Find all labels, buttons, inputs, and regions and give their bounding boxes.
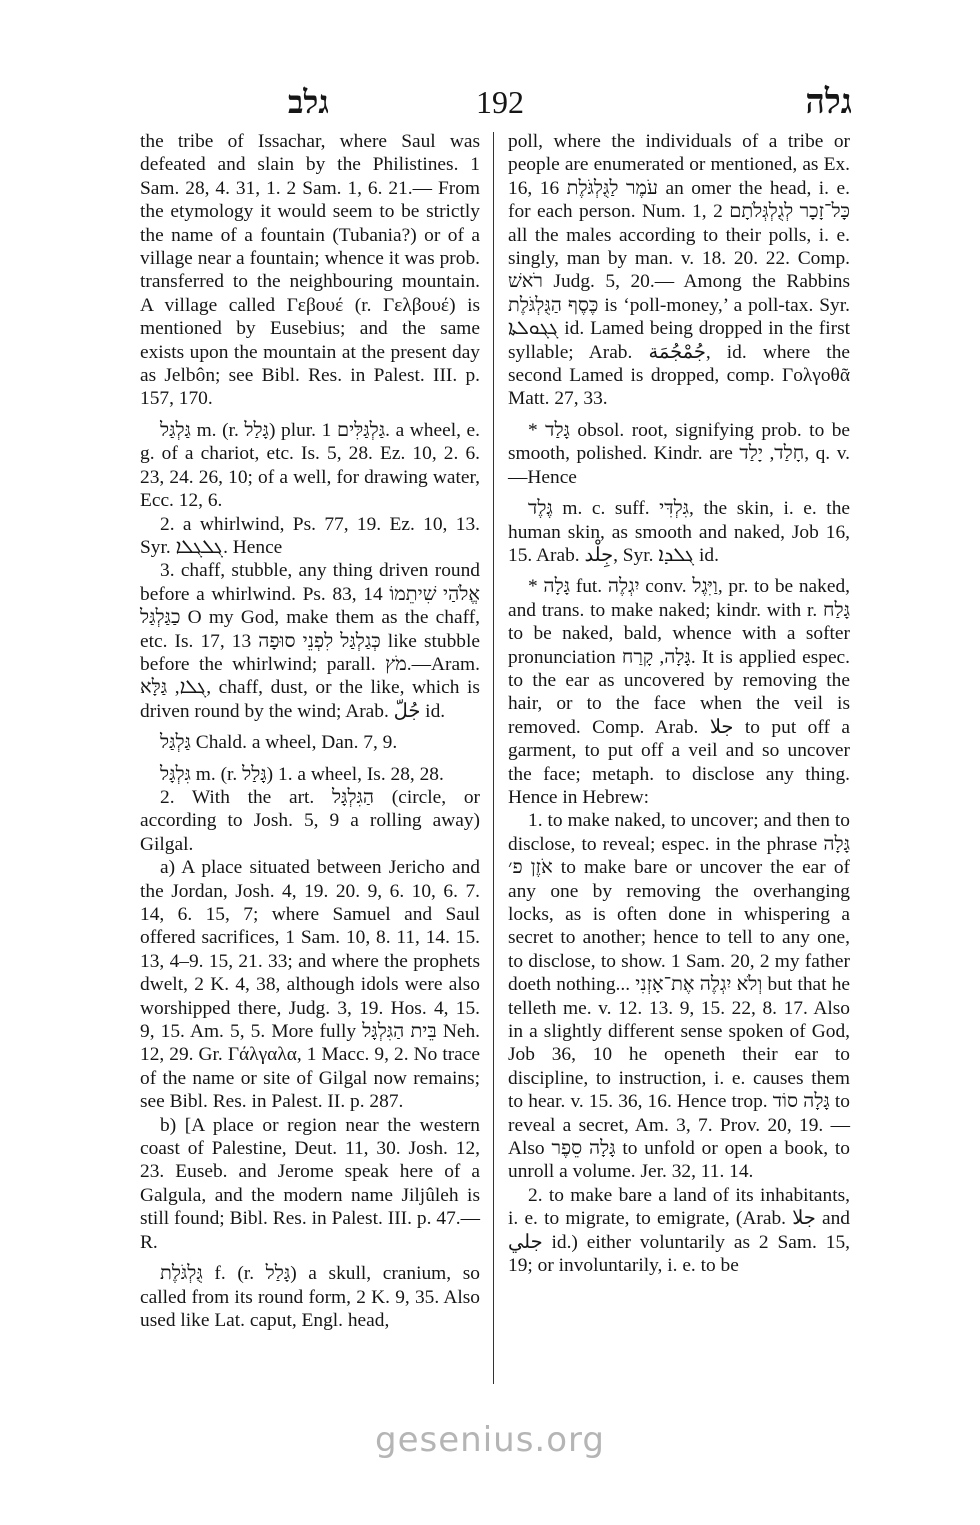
- entry-geled: גֶּלֶד m. c. suff. גִּלְדִּי, the skin, i. e. the human skin, as smooth and naked, Job 16, 15. Arab. جِلْد, Syr. ܓܠܕܐ id.: [508, 498, 851, 566]
- header-right-guide-word: גלה: [805, 84, 852, 121]
- entry-gilgal: גִּלְגָּל m. (r. גָּלַל) 1. a wheel, Is. 28, 28.: [160, 763, 444, 785]
- page-number: 192: [476, 84, 524, 120]
- header-left-guide-word: גלב: [288, 84, 329, 120]
- entry-sense: a) A place situated between Jericho and the Jordan, Josh. 4, 19. 20. 9, 6. 10, 6. 7. 14, 6. 15, 7; where Samuel and Saul offered sacrifices, 1 Sam. 10, 8. 11, 14. 15. 13, 4–9. 15, 21. 33; and where the prophets dwelt, 2 K. 4, 38, although idols were also worshipped there, Judg. 3, 19. Hos. 4, 15. 9, 15. Am. 5, 5. More fully בֵּית הַגִּלְגָּל Neh. 12, 29. Gr. Γάλγαλα, 1 Macc. 9, 2. No trace of the name or site of Gilgal now remains; see Bibl. Res. in Palest. II. p. 287.: [140, 857, 480, 1113]
- entry-galah: * גָּלָה fut. יִגְלֶה conv. וַיִּגֶל, pr. to be naked, and trans. to make naked; kindr. with r. גָּלַח to be naked, bald, whence with a softer pronunciation גָּלָה, קָרַח. It is applied espec. to the ear as uncovered by removing the hair, or to the face when the veil is removed. Comp. Arab. جلا to put off a garment, to put off a veil and so uncover the face; metaph. to disclose any thing. Hence in Hebrew:: [508, 576, 851, 808]
- entry-galgal-chald: גַּלְגַּל Chald. a wheel, Dan. 7, 9.: [160, 732, 398, 754]
- entry-sense: 1. to make naked, to uncover; and then to disclose, to reveal; espec. in the phrase גָּלָה אֹזֶן פ׳ to make bare or uncover the ear of any one by removing the overhanging locks, as is often done in whispering a secret to another; hence to tell to any one, to disclose, to show. 1 Sam. 20, 2 my father doeth nothing... וְלֹא יִגְלֶה אֶת־אָזְנִי but that he telleth me. v. 12. 13. 9, 15. 22, 8. 17. Also in a slightly different sense spoken of God, Job 36, 10 he openeth their ear to discipline, to instruction, i. e. causes them to hear. v. 15. 36, 16. Hence trop. גָּלָה סוֹד to reveal a secret, Am. 3, 7. Prov. 20, 19. —Also גָּלָה סֵפֶר to unfold or open a book, to unroll a volume. Jer. 32, 11. 14.: [508, 810, 851, 1183]
- left-column: [140, 130, 480, 1332]
- entry-galgal-wheel: גַּלְגַּל m. (r. גָּלַל) plur. גַּלְגַּלִּים 1. a wheel, e. g. of a chariot, etc. Is. 5, 28. Ez. 10, 2. 6. 23, 24. 26, 10; of a well, for drawing water, Ecc. 12, 6.: [140, 419, 480, 512]
- entry-sense: b) [A place or region near the western coast of Palestine, Deut. 11, 30. Josh. 12, 23. Euseb. and Jerome speak here of a Galgula, and the modern name Jiljûleh is still found; Bibl. Res. in Palest. III. p. 47.—R.: [140, 1114, 480, 1253]
- entry-galad: * גָּלַד obsol. root, signifying prob. to be smooth, polished. Kindr. are חָלַד, יָלַד, q. v.—Hence: [508, 419, 851, 488]
- page-header: [140, 82, 852, 126]
- entry-sense: 2. to make bare a land of its inhabitants, i. e. to migrate, to emigrate, (Arab. جلا and جلي id.) either voluntarily as 2 Sam. 15, 19; or involuntarily, i. e. to be: [508, 1184, 850, 1277]
- entry-sense: 2. With the art. הַגִּלְגָּל (circle, or according to Josh. 5, 9 a rolling away) Gilgal.: [140, 786, 480, 855]
- entry-text: the tribe of Issachar, where Saul was defeated and slain by the Philistines. 1 Sam. 28, 4. 31, 1. 2 Sam. 1, 6. 21.— From the etymology it would seem to be strictly the name of a fountain (Tubania?) or of a village near a fountain; whence it was prob. transferred to the neighbouring mountain. A village called Γεβουέ (r. Γελβουέ) is mentioned by Eusebius; and the same exists upon the mountain at the present day as Jelbôn; see Bibl. Res. in Palest. III. p. 157, 170.: [140, 131, 480, 410]
- entry-gulgoleth: גֻּלְגֹּלֶת f. (r. גָּלַל) a skull, cranium, so called from its round form, 2 K. 9, 35. Also used like Lat. caput, Engl. head,: [140, 1263, 480, 1331]
- column-divider: [493, 132, 494, 1384]
- entry-sense: 2. a whirlwind, Ps. 77, 19. Ez. 10, 13. Syr. ܓܠܓܠܐ. Hence: [140, 513, 480, 558]
- entry-sense: 3. chaff, stubble, any thing driven round before a whirlwind. Ps. 83, 14 אֱלֹהַי שִׁיתֵמוֹ כַגַּלְגַּל O my God, make them as the chaff, etc. Is. 17, 13 כְּגַלְגַּל לִפְנֵי סוּפָה like stubble before the whirlwind; parall. מֹץ.—Aram. ܓܠܐ, גַּלָּא, chaff, dust, or the like, which is driven round by the wind; Arab. جُلّ id.: [140, 560, 481, 722]
- watermark: gesenius.org: [375, 1420, 605, 1460]
- right-column: [508, 130, 850, 1278]
- entry-text: poll, where the individuals of a tribe or people are enumerated or mentioned, as Ex. 16, 16 עֹמֶר לַגֻּלְגֹּלֶת an omer the head, i. e. for each person. Num. 1, 2 כָּל־זָכָר לְגֻלְגְּלֹתָם all the males according to their polls, i. e. singly, man by man. v. 18. 20. 22. Comp. רֹאשׁ Judg. 5, 20.— Among the Rabbins כֶּסֶף הַגֻּלְגֹּלֶת is ‘poll-money,’ a poll-tax. Syr. ܓܓܘܠܬܐ id. Lamed being dropped in the first syllable; Arab. جُمْجُمَة, id. where the second Lamed is dropped, comp. Γολγοθᾶ Matt. 27, 33.: [508, 131, 851, 410]
